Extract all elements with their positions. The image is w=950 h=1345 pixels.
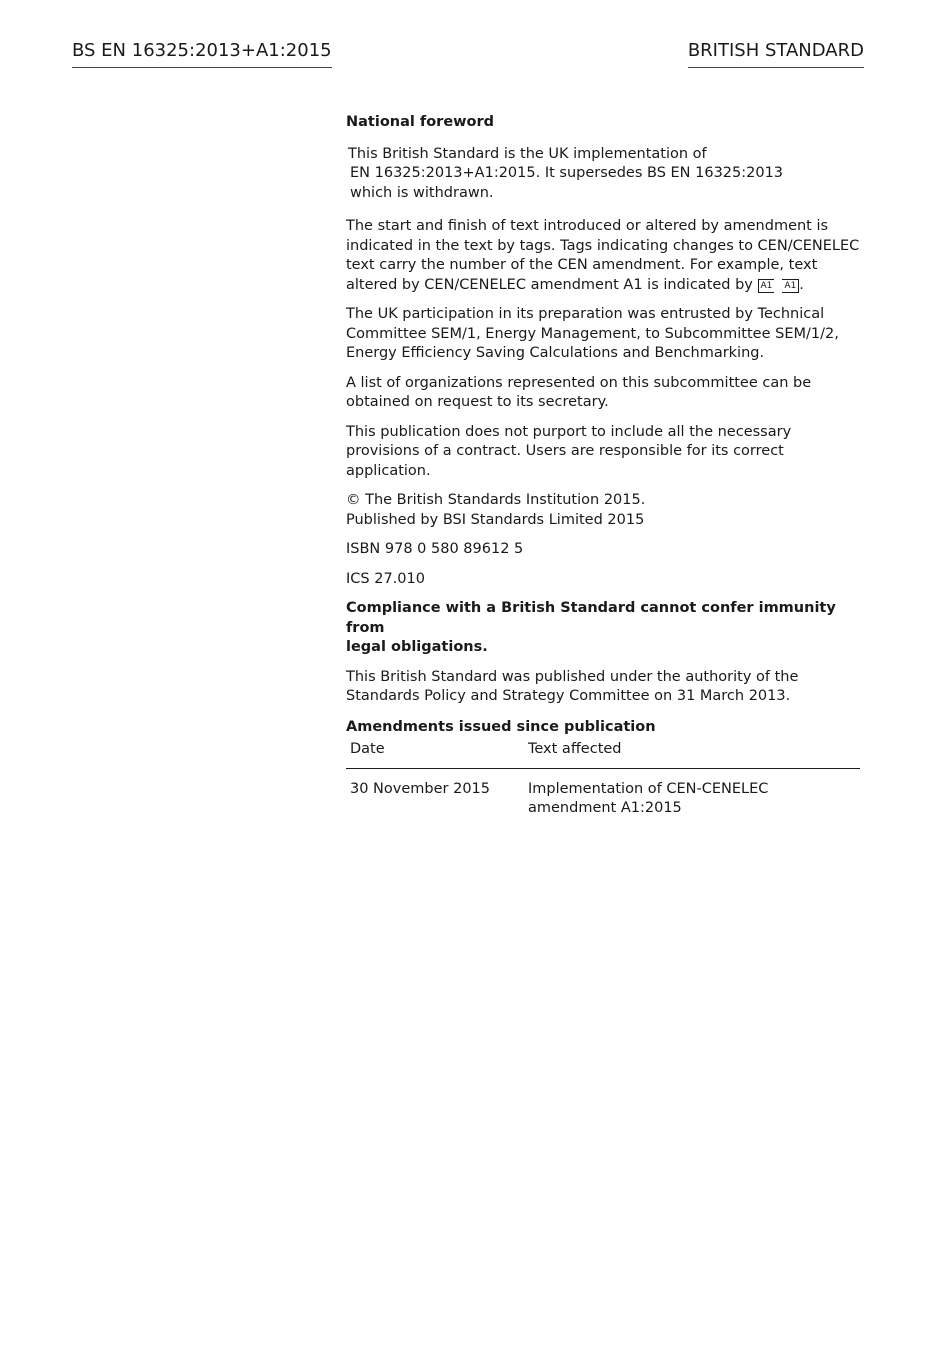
amendment-tags-paragraph <box>346 217 871 295</box>
foreword-heading: National foreword <box>346 114 495 130</box>
publication-authority-paragraph <box>346 668 871 707</box>
compliance-line: legal obligations. <box>346 639 488 655</box>
compliance-line: Compliance with a British Standard cannot confer immunity from <box>346 600 836 636</box>
column-header-date: Date <box>346 738 524 768</box>
provisions-line: application. <box>346 462 431 479</box>
ics-code: ICS 27.010 <box>346 570 425 587</box>
copyright-paragraph <box>346 491 871 530</box>
authority-line: Standards Policy and Strategy Committee on 31 March 2013. <box>346 688 791 704</box>
participation-paragraph <box>346 305 871 364</box>
participation-line: Committee SEM/1, Energy Management, to Subcommittee SEM/1/2, <box>346 325 839 342</box>
header-title: BRITISH STANDARD <box>688 40 864 68</box>
amendment-line: altered by CEN/CENELEC amendment A1 is indicated by <box>346 276 753 293</box>
column-header-text-affected: Text affected <box>524 738 860 768</box>
amendments-table-header <box>346 738 860 768</box>
amendment-text-affected <box>524 768 860 819</box>
participation-line: The UK participation in its preparation was entrusted by Technical <box>346 306 825 322</box>
intro-line: EN 16325:2013+A1:2015. It supersedes BS EN 16325:2013 <box>350 165 784 181</box>
provisions-paragraph <box>346 423 871 482</box>
copyright-line: © The British Standards Institution 2015. <box>346 492 646 508</box>
text-affected-line: amendment A1:2015 <box>528 800 682 816</box>
tag-end-punct: . <box>799 276 804 293</box>
publisher-line: Published by BSI Standards Limited 2015 <box>346 511 645 528</box>
compliance-notice <box>346 599 871 658</box>
amendment-line: indicated in the text by tags. Tags indicating changes to CEN/CENELEC <box>346 237 860 254</box>
organizations-line: A list of organizations represented on this subcommittee can be <box>346 374 812 391</box>
organizations-paragraph <box>346 374 871 413</box>
amendment-start-tag-icon: A1 <box>758 279 775 293</box>
amendment-line: text carry the number of the CEN amendment. For example, text <box>346 257 818 273</box>
intro-line: This British Standard is the UK implementation of <box>348 145 707 162</box>
national-foreword-section <box>346 113 871 819</box>
provisions-line: This publication does not purport to include all the necessary <box>346 423 792 440</box>
authority-line: This British Standard was published under the authority of the <box>346 668 799 685</box>
intro-line: which is withdrawn. <box>350 184 494 201</box>
organizations-line: obtained on request to its secretary. <box>346 394 609 410</box>
table-row <box>346 768 860 819</box>
amendment-end-tag-icon: A1 <box>782 279 799 293</box>
amendments-table <box>346 738 860 819</box>
header-document-id: BS EN 16325:2013+A1:2015 <box>72 40 332 68</box>
amendments-heading: Amendments issued since publication <box>346 718 656 735</box>
amendment-date: 30 November 2015 <box>350 780 491 797</box>
isbn: ISBN 978 0 580 89612 5 <box>346 541 524 557</box>
text-affected-line: Implementation of CEN-CENELEC <box>528 780 769 797</box>
provisions-line: provisions of a contract. Users are responsible for its correct <box>346 443 784 459</box>
amendment-line: The start and finish of text introduced or altered by amendment is <box>346 218 829 234</box>
intro-paragraph <box>346 145 871 204</box>
participation-line: Energy Efficiency Saving Calculations and Benchmarking. <box>346 345 765 361</box>
